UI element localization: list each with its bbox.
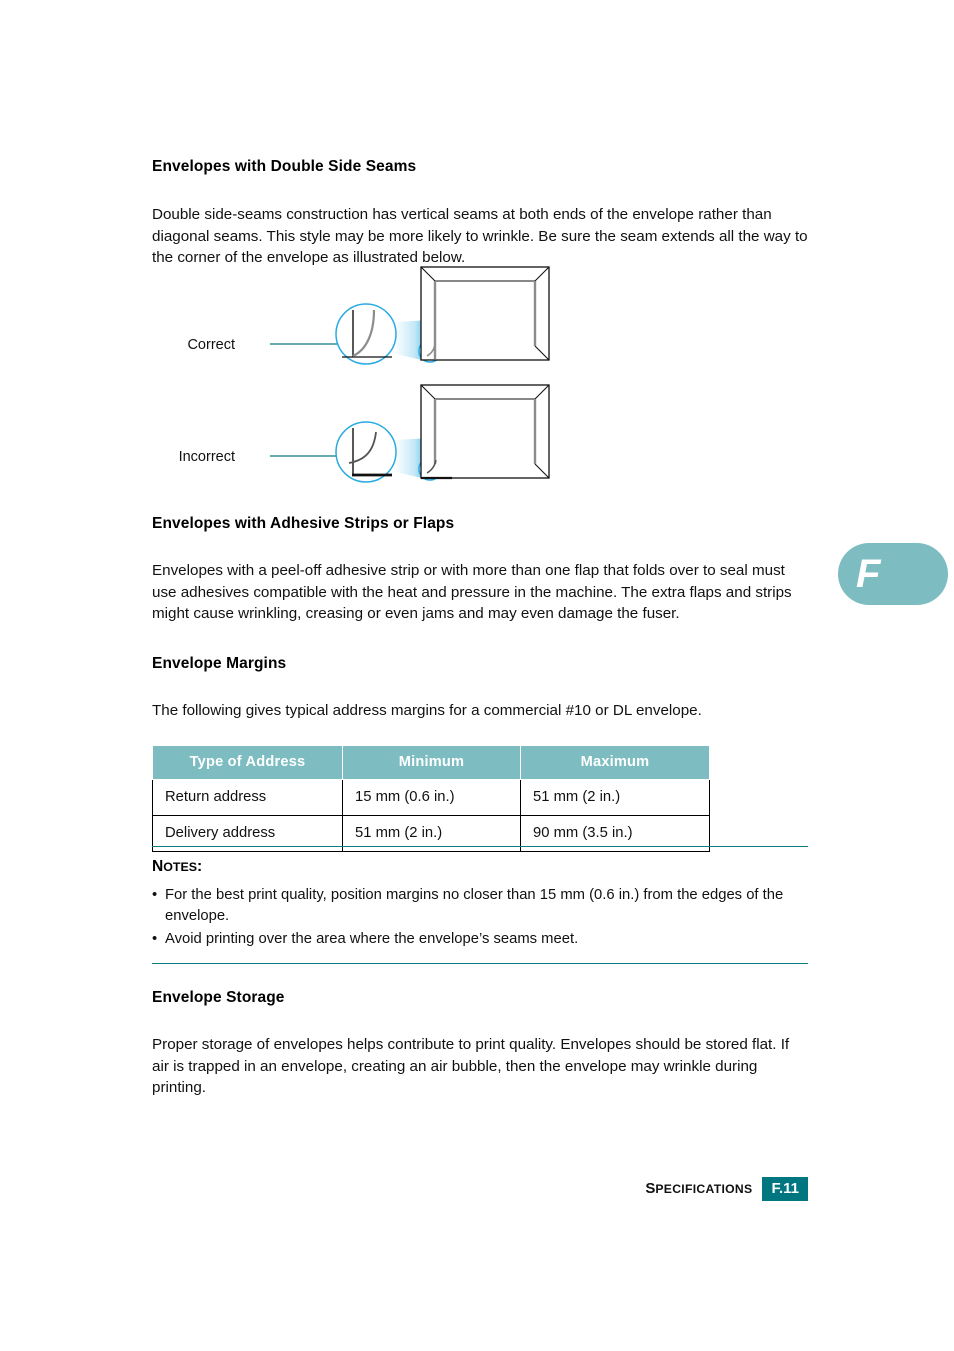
notes-title — [152, 858, 808, 876]
table-cell-minimum: 15 mm (0.6 in.) — [343, 779, 521, 815]
notes-title-remainder: OTES — [163, 860, 198, 874]
section-adhesive-strips-or-flaps — [152, 515, 808, 625]
chapter-tab-letter: F — [856, 552, 881, 596]
correct-label: Correct — [187, 337, 235, 353]
note-text: For the best print quality, position margins no closer than 15 mm (0.6 in.) from the edges of the envelope. — [165, 887, 784, 924]
table-header-maximum: Maximum — [521, 745, 710, 779]
table-cell-address-type: Return address — [153, 779, 343, 815]
correct-envelope-shape — [421, 267, 549, 360]
paragraph-adhesive-strips-or-flaps: Envelopes with a peel-off adhesive strip or with more than one flap that folds over to seal must use adhesives compatible with the heat and pressure in the machine. The extra flaps and strips might cause wrinkling, creasing or even jams and may even damage the fuser. — [152, 562, 792, 622]
note-list-item — [152, 885, 808, 926]
correct-seam-illustration — [152, 262, 808, 370]
heading-envelope-margins: Envelope Margins — [152, 655, 287, 672]
footer-chapter-label — [645, 1180, 752, 1198]
heading-envelope-storage: Envelope Storage — [152, 989, 285, 1006]
section-envelope-storage — [152, 989, 808, 1099]
note-text: Avoid printing over the area where the envelope’s seams meet. — [165, 931, 579, 947]
incorrect-magnifier-circle — [336, 422, 396, 482]
table-cell-maximum: 51 mm (2 in.) — [521, 779, 710, 815]
incorrect-label: Incorrect — [178, 449, 235, 465]
table-row — [153, 779, 710, 815]
paragraph-envelope-margins: The following gives typical address margins for a commercial #10 or DL envelope. — [152, 702, 702, 719]
chapter-tab-f — [838, 543, 948, 605]
incorrect-seam-illustration — [152, 378, 808, 488]
section-double-side-seams — [152, 158, 808, 269]
table-cell-address-type: Delivery address — [153, 815, 343, 851]
table-cell-minimum: 51 mm (2 in.) — [343, 815, 521, 851]
footer-label-remainder: PECIFICATIONS — [655, 1182, 753, 1196]
note-bullet-icon: • — [152, 887, 158, 903]
heading-double-side-seams: Envelopes with Double Side Seams — [152, 158, 417, 175]
table-header-type-of-address: Type of Address — [153, 745, 343, 779]
correct-magnifier-circle — [336, 304, 396, 364]
note-list-item — [152, 929, 808, 950]
page-footer — [0, 1177, 954, 1203]
paragraph-envelope-storage: Proper storage of envelopes helps contribute to print quality. Envelopes should be stored flat. If air is trapped in an envelope, creating an air bubble, then the envelope may wrinkle during printing. — [152, 1036, 790, 1096]
envelope-margins-table — [152, 745, 710, 852]
notes-title-colon: : — [197, 858, 203, 875]
incorrect-envelope-shape — [421, 385, 549, 478]
footer-label-first-letter: S — [645, 1180, 656, 1197]
note-bullet-icon: • — [152, 931, 158, 947]
footer-page-number: F.11 — [762, 1177, 808, 1201]
table-header-minimum: Minimum — [343, 745, 521, 779]
figure-incorrect-seam — [152, 378, 808, 488]
figure-correct-seam — [152, 262, 808, 370]
table-cell-maximum: 90 mm (3.5 in.) — [521, 815, 710, 851]
notes-callout — [152, 846, 808, 964]
notes-title-first-letter: N — [152, 858, 164, 875]
table-header-row — [153, 745, 710, 779]
section-envelope-margins — [152, 655, 808, 852]
paragraph-double-side-seams: Double side-seams construction has vertical seams at both ends of the envelope rather than diagonal seams. This style may be more likely to wrinkle. Be sure the seam extends all the way to the corner of the envelope as illustrated below. — [152, 206, 808, 266]
heading-adhesive-strips-or-flaps: Envelopes with Adhesive Strips or Flaps — [152, 515, 455, 532]
